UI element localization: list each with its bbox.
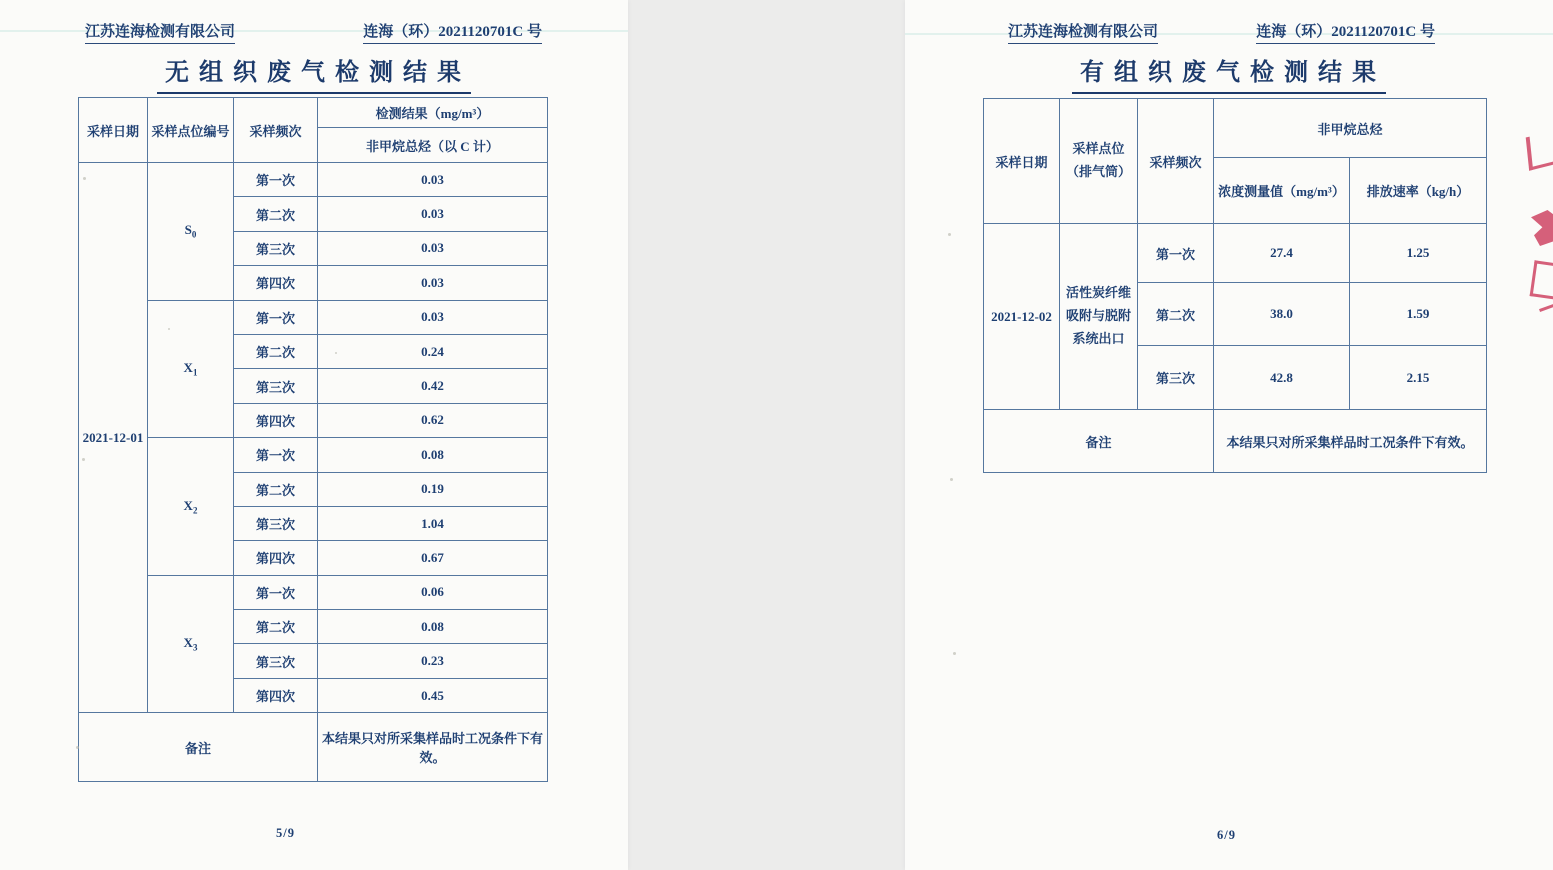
- page-number: 6/9: [1217, 828, 1236, 842]
- page-title: 无 组 织 废 气 检 测 结 果: [157, 52, 471, 94]
- freq-cell: 第一次: [1138, 224, 1214, 283]
- value-cell: 0.03: [318, 197, 548, 231]
- remark-label-cell: 备注: [984, 410, 1214, 473]
- rate-cell: 2.15: [1350, 346, 1487, 410]
- value-cell: 0.24: [318, 334, 548, 368]
- point-label: X: [183, 360, 193, 376]
- rate-cell: 1.59: [1350, 283, 1487, 346]
- date-header-cell: 采样日期: [79, 98, 148, 163]
- point-cell: [148, 300, 234, 438]
- freq-cell: 第一次: [234, 575, 318, 609]
- value-cell: 0.67: [318, 541, 548, 575]
- freq-cell: 第四次: [234, 403, 318, 437]
- value-cell: 0.03: [318, 300, 548, 334]
- value-cell: 0.03: [318, 163, 548, 197]
- freq-cell: 第二次: [234, 197, 318, 231]
- point-cell: [148, 438, 234, 576]
- page-header: [1008, 20, 1435, 44]
- freq-header-cell: 采样频次: [234, 98, 318, 163]
- scan-speck: [82, 458, 85, 461]
- point-label: X: [183, 497, 193, 513]
- remark-label-cell: 备注: [79, 713, 318, 782]
- point-line: 吸附与脱附: [1065, 308, 1131, 324]
- value-cell: 0.08: [318, 610, 548, 644]
- point-subscript: 0: [191, 230, 197, 241]
- date-cell: 2021-12-02: [984, 224, 1060, 410]
- scan-speck: [948, 233, 951, 236]
- page-title-wrap: [905, 52, 1553, 94]
- point-header-line1: 采样点位: [1072, 141, 1125, 157]
- scan-speck: [76, 746, 79, 749]
- freq-header-cell: 采样频次: [1138, 99, 1214, 224]
- scan-speck: [953, 652, 956, 655]
- remark-text-cell: 本结果只对所采集样品时工况条件下有效。: [1214, 410, 1487, 473]
- concentration-cell: 42.8: [1214, 346, 1350, 410]
- report-number: 连海（环）2021120701C 号: [363, 20, 542, 44]
- page-title: 有 组 织 废 气 检 测 结 果: [1072, 52, 1386, 94]
- date-cell: 2021-12-01: [79, 163, 148, 713]
- rate-header-cell: 排放速率（kg/h）: [1350, 158, 1487, 224]
- stamp-stroke: [1530, 260, 1553, 299]
- scan-speck: [335, 352, 337, 354]
- point-cell: [148, 163, 234, 301]
- point-header-cell: [1060, 99, 1138, 224]
- page-header: [85, 20, 542, 44]
- analyte-header-cell: 非甲烷总烃（以 C 计）: [318, 128, 548, 163]
- value-cell: 1.04: [318, 506, 548, 540]
- point-line: 活性炭纤维: [1065, 285, 1131, 301]
- freq-cell: 第二次: [234, 610, 318, 644]
- stamp-stroke: [1526, 130, 1553, 170]
- freq-cell: 第四次: [234, 678, 318, 712]
- freq-cell: 第一次: [234, 163, 318, 197]
- freq-cell: 第二次: [1138, 283, 1214, 346]
- freq-cell: 第四次: [234, 541, 318, 575]
- fugitive-emissions-table: [78, 97, 548, 782]
- freq-cell: 第二次: [234, 334, 318, 368]
- result-header-cell: 检测结果（mg/m³）: [318, 98, 548, 128]
- report-page-fugitive: [0, 0, 628, 870]
- concentration-cell: 27.4: [1214, 224, 1350, 283]
- concentration-cell: 38.0: [1214, 283, 1350, 346]
- point-subscript: 2: [192, 505, 198, 516]
- page-number: 5/9: [276, 826, 295, 840]
- value-cell: 0.03: [318, 266, 548, 300]
- point-header-cell: 采样点位编号: [148, 98, 234, 163]
- value-cell: 0.19: [318, 472, 548, 506]
- freq-cell: 第三次: [1138, 346, 1214, 410]
- freq-cell: 第一次: [234, 300, 318, 334]
- scan-speck: [950, 478, 953, 481]
- value-cell: 0.06: [318, 575, 548, 609]
- stack-emissions-table: [983, 98, 1487, 473]
- company-name: 江苏连海检测有限公司: [1008, 20, 1158, 44]
- point-label: X: [183, 635, 193, 651]
- value-cell: 0.03: [318, 231, 548, 265]
- rate-cell: 1.25: [1350, 224, 1487, 283]
- scan-speck: [168, 328, 170, 330]
- point-cell: [148, 575, 234, 713]
- stamp-stroke: [1531, 210, 1553, 246]
- point-cell: [1060, 224, 1138, 410]
- report-page-stack: [905, 0, 1553, 870]
- stamp-stroke: [1539, 303, 1553, 312]
- point-label: S: [184, 222, 192, 238]
- concentration-header-cell: 浓度测量值（mg/m³）: [1214, 158, 1350, 224]
- point-header-line2: （排气筒）: [1065, 164, 1131, 179]
- freq-cell: 第三次: [234, 369, 318, 403]
- analyte-header-cell: 非甲烷总烃: [1214, 99, 1487, 158]
- freq-cell: 第四次: [234, 266, 318, 300]
- value-cell: 0.08: [318, 438, 548, 472]
- report-number: 连海（环）2021120701C 号: [1256, 20, 1435, 44]
- date-header-cell: 采样日期: [984, 99, 1060, 224]
- point-line: 系统出口: [1072, 330, 1125, 346]
- value-cell: 0.62: [318, 403, 548, 437]
- point-subscript: 3: [192, 642, 198, 653]
- freq-cell: 第一次: [234, 438, 318, 472]
- page-title-wrap: [0, 52, 628, 94]
- freq-cell: 第三次: [234, 506, 318, 540]
- freq-cell: 第三次: [234, 231, 318, 265]
- point-subscript: 1: [192, 367, 198, 378]
- freq-cell: 第二次: [234, 472, 318, 506]
- company-name: 江苏连海检测有限公司: [85, 20, 235, 44]
- value-cell: 0.23: [318, 644, 548, 678]
- scan-speck: [83, 177, 86, 180]
- freq-cell: 第三次: [234, 644, 318, 678]
- remark-text-cell: 本结果只对所采集样品时工况条件下有效。: [318, 713, 548, 782]
- value-cell: 0.45: [318, 678, 548, 712]
- red-stamp-fragment: [1521, 128, 1553, 323]
- value-cell: 0.42: [318, 369, 548, 403]
